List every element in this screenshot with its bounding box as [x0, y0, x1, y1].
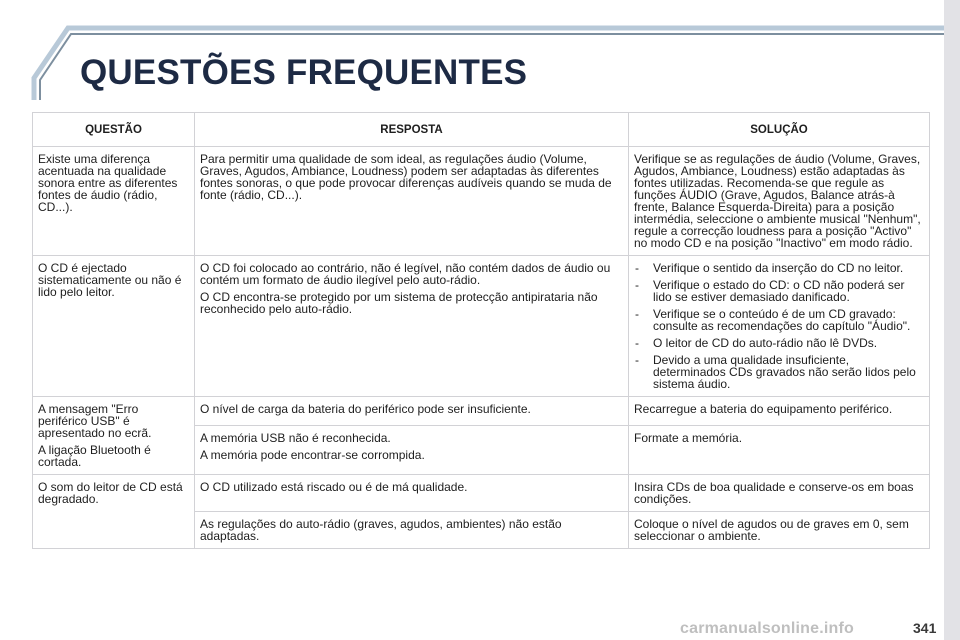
table-row — [33, 147, 930, 256]
question-cell — [33, 475, 195, 549]
solution-text: Coloque o nível de agudos ou de graves em 0, sem seleccionar o ambiente. — [634, 517, 909, 543]
question-text: Existe uma diferença acentuada na qualidade sonora entre as diferentes fontes de áudio (rádio, CD...). — [38, 152, 178, 214]
answer-cell — [195, 147, 629, 256]
table-row — [33, 475, 930, 512]
answer-text: O CD foi colocado ao contrário, não é legível, não contém dados de áudio ou contém um formato de áudio ilegível pelo auto-rádio. — [200, 261, 611, 287]
solution-cell — [629, 512, 930, 549]
answer-cell — [195, 397, 629, 426]
header-solution: SOLUÇÃO — [629, 113, 930, 147]
list-item: - Verifique o sentido da inserção do CD no leitor. — [634, 262, 925, 274]
answer-text: As regulações do auto-rádio (graves, agudos, ambientes) não estão adaptadas. — [200, 517, 562, 543]
list-item: - Verifique se o conteúdo é de um CD gravado: consulte as recomendações do capítulo "Áudio". — [634, 308, 925, 332]
page-number: 341 — [913, 620, 937, 636]
table-header-row — [33, 113, 930, 147]
list-item: - O leitor de CD do auto-rádio não lê DVDs. — [634, 337, 925, 349]
answer-text: O CD utilizado está riscado ou é de má qualidade. — [200, 480, 468, 494]
question-text: A mensagem "Erro periférico USB" é apresentado no ecrã. — [38, 402, 152, 440]
answer-cell — [195, 426, 629, 475]
page-title: QUESTÕES FREQUENTES — [80, 53, 528, 92]
question-text: O CD é ejectado sistematicamente ou não é lido pelo leitor. — [38, 261, 182, 299]
solution-cell — [629, 475, 930, 512]
solution-list — [634, 262, 925, 390]
list-item: - Verifique o estado do CD: o CD não poderá ser lido se estiver demasiado danificado. — [634, 279, 925, 303]
solution-cell — [629, 256, 930, 397]
question-text: O som do leitor de CD está degradado. — [38, 480, 183, 506]
faq-table — [32, 112, 930, 549]
answer-text: A memória pode encontrar-se corrompida. — [200, 448, 425, 463]
solution-text: Insira CDs de boa qualidade e conserve-os em boas condições. — [634, 480, 914, 506]
question-text: A ligação Bluetooth é cortada. — [38, 443, 151, 469]
answer-text: A memória USB não é reconhecida. — [200, 431, 391, 446]
question-cell — [33, 256, 195, 397]
answer-text: O CD encontra-se protegido por um sistema de protecção antipirataria não reconhecido pelo auto-rádio. — [200, 290, 598, 316]
answer-text: Para permitir uma qualidade de som ideal, as regulações áudio (Volume, Graves, Agudos, Ambiance, Loudness) podem ser adaptadas às diferentes fontes sonoras, o que pode provocar diferenças audíveis quando se muda de fonte (rádio, CD...). — [200, 152, 612, 202]
answer-text: O nível de carga da bateria do periférico pode ser insuficiente. — [200, 402, 531, 416]
solution-text: Formate a memória. — [634, 431, 743, 446]
solution-text: Recarregue a bateria do equipamento periférico. — [634, 402, 893, 416]
solution-text: Verifique se as regulações de áudio (Volume, Graves, Agudos, Ambiance, Loudness) estão adaptadas às fontes utilizadas. Recomenda-se que regule as funções ÁUDIO (Grave, Agudos, Balance atrás-à frente, Balance Esquerda-Direita) para a posição intermédia, seleccione o ambiente musical "Nenhum", regule a correcção loudness para a posição "Activo" no modo CD e na posição "Inactivo" em modo rádio. — [634, 152, 921, 250]
answer-cell — [195, 256, 629, 397]
watermark: carmanualsonline.info — [680, 620, 855, 637]
list-item: - Devido a uma qualidade insuficiente, determinados CDs gravados não serão lidos pelo sistema áudio. — [634, 354, 925, 390]
answer-cell — [195, 475, 629, 512]
table-row — [33, 397, 930, 426]
header-question: QUESTÃO — [33, 113, 195, 147]
solution-cell — [629, 397, 930, 426]
answer-cell — [195, 512, 629, 549]
question-cell — [33, 147, 195, 256]
right-margin-band — [944, 0, 960, 640]
question-cell — [33, 397, 195, 475]
header-answer: RESPOSTA — [195, 113, 629, 147]
solution-cell — [629, 147, 930, 256]
solution-cell — [629, 426, 930, 475]
table-row — [33, 256, 930, 397]
